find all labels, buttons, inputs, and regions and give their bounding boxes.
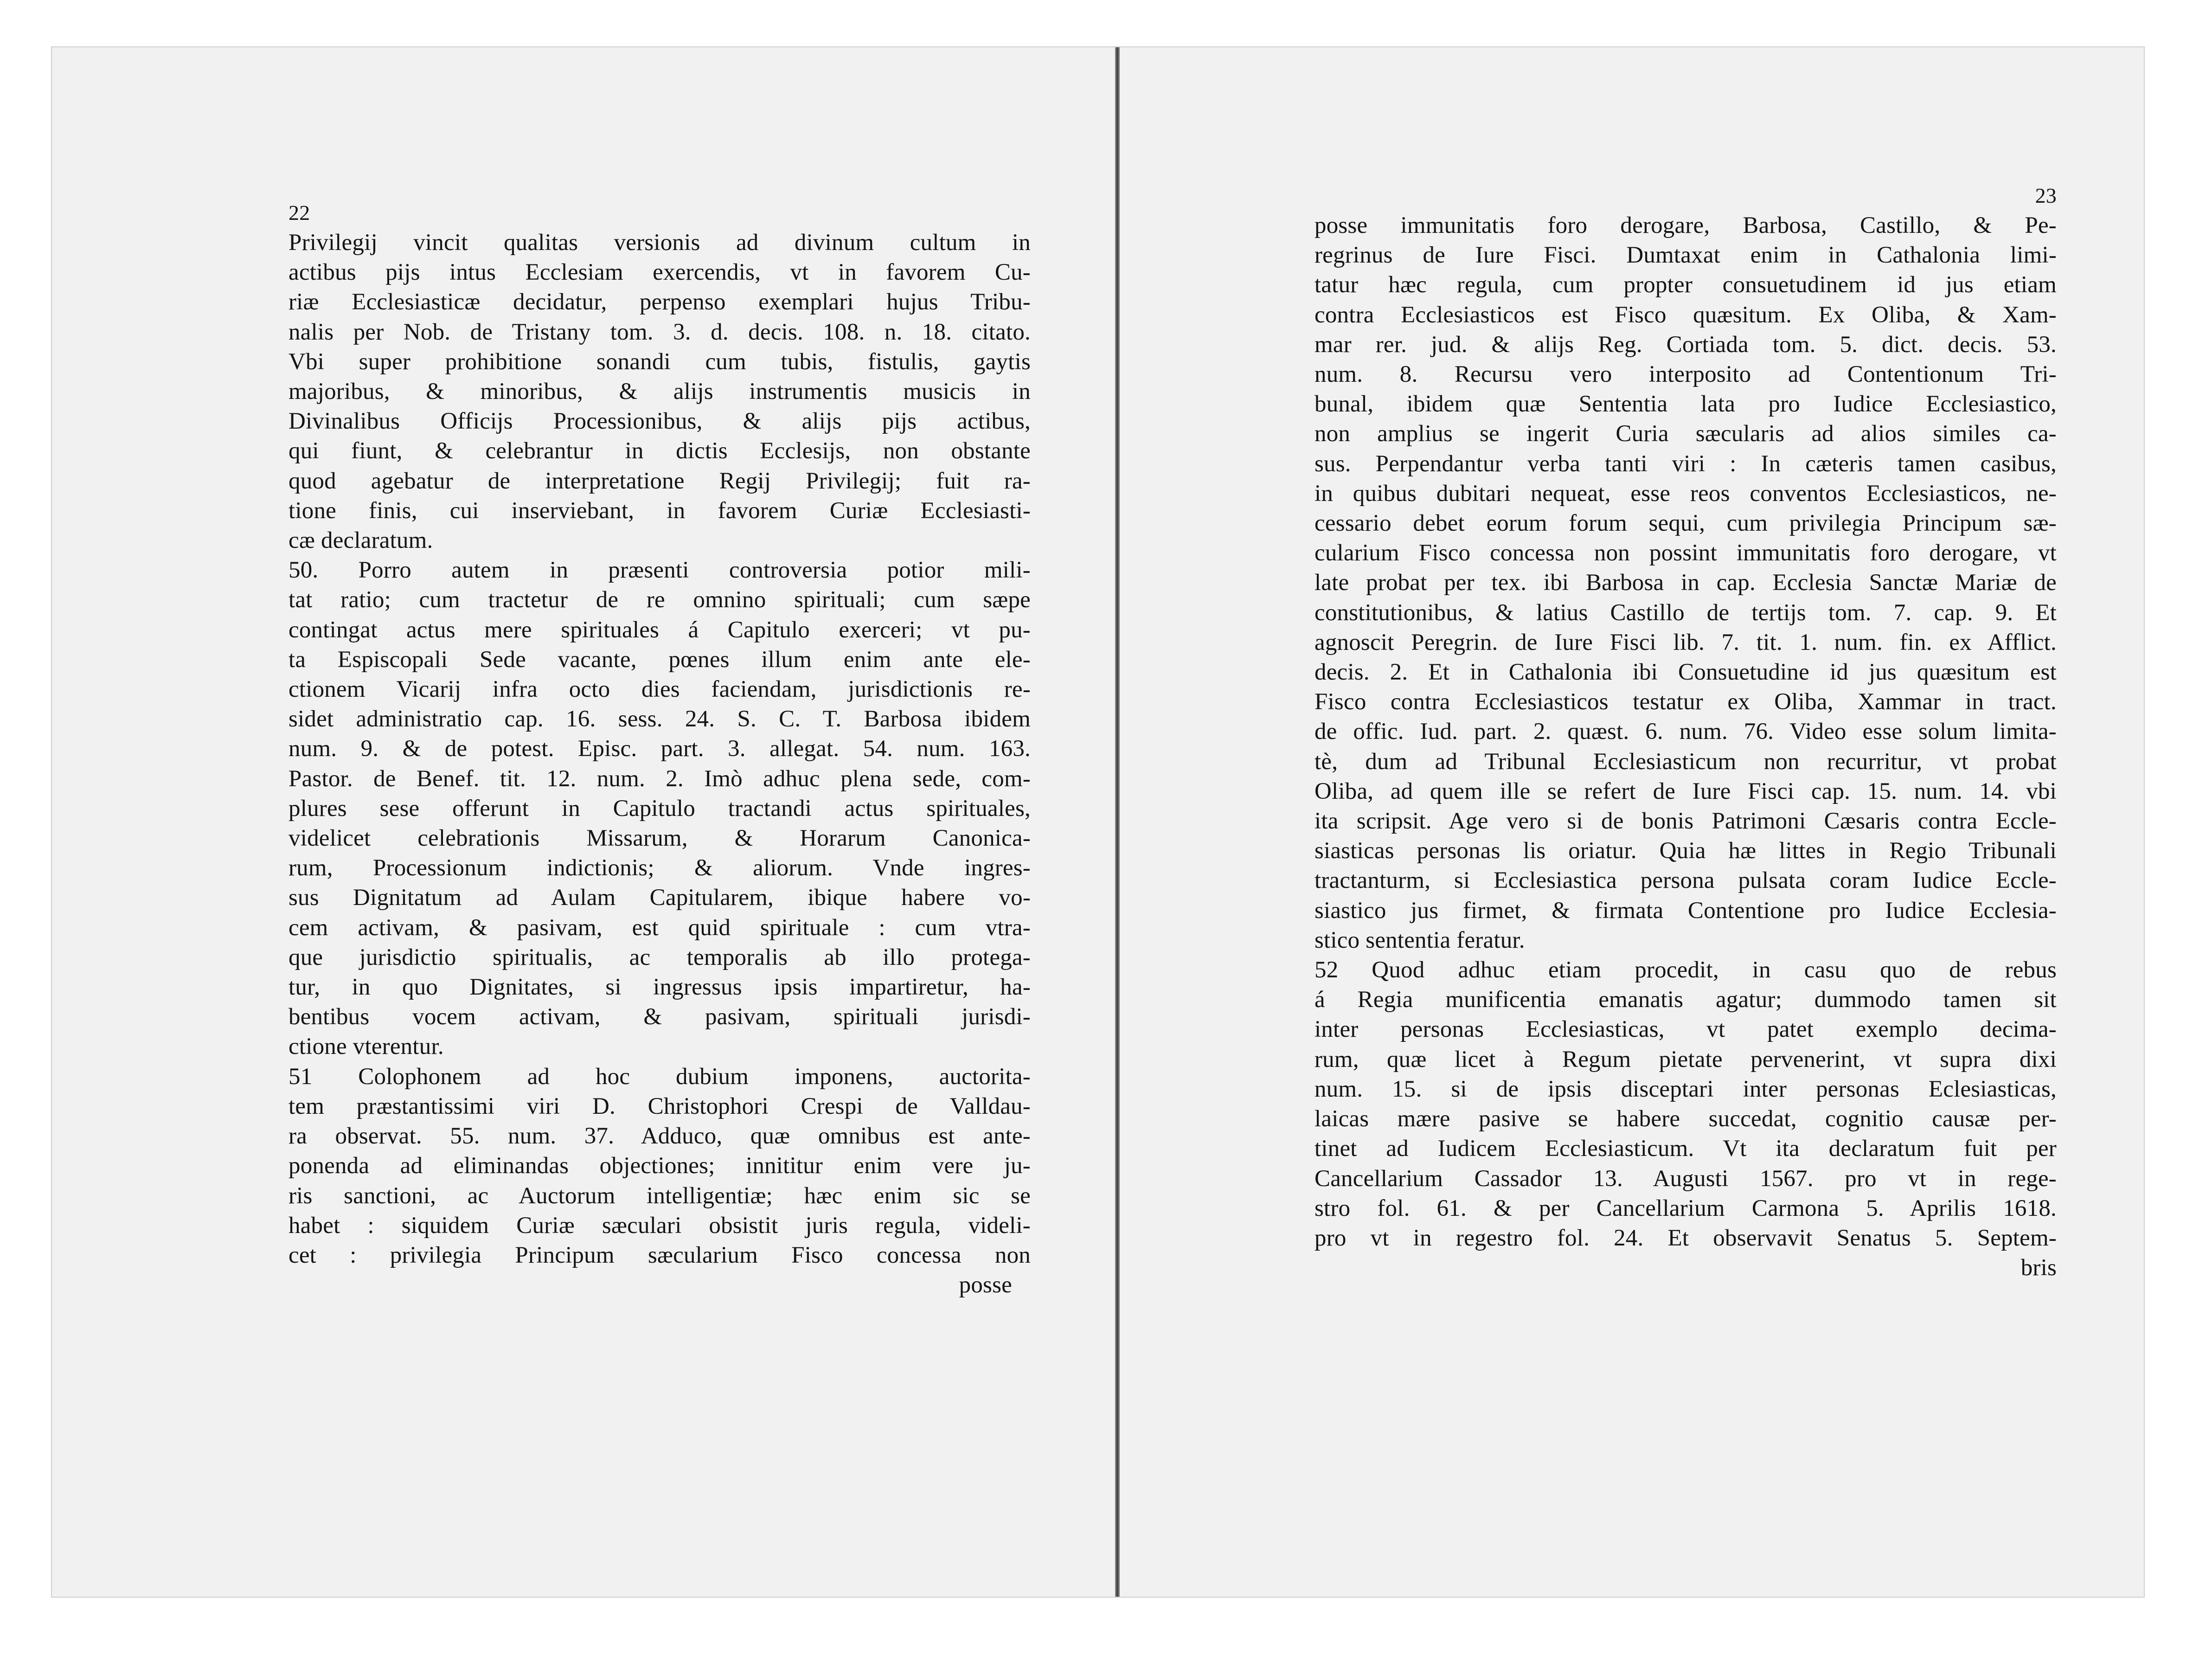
text-line: laicas mære pasive se habere succedat, cognitio causæ per- <box>1314 1106 2057 1132</box>
text-line: bentibus vocem activam, & pasivam, spirituali jurisdi- <box>289 1004 1031 1030</box>
text-line: posse immunitatis foro derogare, Barbosa, Castillo, & Pe- <box>1314 212 2057 238</box>
text-line: tè, dum ad Tribunal Ecclesiasticum non recurritur, vt probat <box>1314 748 2057 775</box>
text-line: Pastor. de Benef. tit. 12. num. 2. Imò adhuc plena sede, com- <box>289 765 1031 792</box>
text-line: Oliba, ad quem ille se refert de Iure Fisci cap. 15. num. 14. vbi <box>1314 778 2057 804</box>
text-line: Privilegij vincit qualitas versionis ad divinum cultum in <box>289 230 1031 256</box>
text-line: cessario debet eorum forum sequi, cum privilegia Principum sæ- <box>1314 510 2057 537</box>
text-line: quod agebatur de interpretatione Regij Privilegij; fuit ra- <box>289 468 1031 494</box>
right-page-text <box>1314 181 2057 1283</box>
text-line: inter personas Ecclesiasticas, vt patet exemplo decima- <box>1314 1016 2057 1043</box>
text-line: ra observat. 55. num. 37. Adduco, quæ omnibus est ante- <box>289 1123 1031 1149</box>
text-line: num. 8. Recursu vero interposito ad Contentionum Tri- <box>1314 361 2057 388</box>
text-line: videlicet celebrationis Missarum, & Horarum Canonica- <box>289 825 1031 852</box>
text-line: rum, Processionum indictionis; & aliorum. Vnde ingres- <box>289 855 1031 881</box>
left-page-number: 22 <box>289 201 310 225</box>
text-line: 50. Porro autem in præsenti controversia potior mili- <box>289 557 1031 584</box>
right-page <box>1120 47 2144 1597</box>
text-line: tione finis, cui inserviebant, in favorem Curiæ Ecclesiasti- <box>289 497 1031 524</box>
text-line: cet : privilegia Principum sæcularium Fisco concessa non <box>289 1242 1031 1268</box>
text-line: 52 Quod adhuc etiam procedit, in casu quo de rebus <box>1314 957 2057 983</box>
text-line: regrinus de Iure Fisci. Dumtaxat enim in Cathalonia limi- <box>1314 242 2057 269</box>
text-line: plures sese offerunt in Capitulo tractandi actus spirituales, <box>289 795 1031 822</box>
text-line: tur, in quo Dignitates, si ingressus ipsis impartiretur, ha- <box>289 974 1031 1001</box>
text-line: de offic. Iud. part. 2. quæst. 6. num. 76. Video esse solum limita- <box>1314 719 2057 745</box>
left-page-text <box>289 198 1031 1300</box>
text-line: actibus pijs intus Ecclesiam exercendis, vt in favorem Cu- <box>289 259 1031 286</box>
text-line: constitutionibus, & latius Castillo de tertijs tom. 7. cap. 9. Et <box>1314 599 2057 626</box>
text-line: Divinalibus Officijs Processionibus, & alijs pijs actibus, <box>289 408 1031 435</box>
text-line: non amplius se ingerit Curia sæcularis ad alios similes ca- <box>1314 421 2057 447</box>
text-line: habet : siquidem Curiæ sæculari obsistit juris regula, videli- <box>289 1212 1031 1239</box>
text-line: agnoscit Peregrin. de Iure Fisci lib. 7. tit. 1. num. fin. ex Afflict. <box>1314 629 2057 655</box>
text-line: ris sanctioni, ac Auctorum intelligentiæ; hæc enim sic se <box>289 1182 1031 1209</box>
text-line: num. 15. si de ipsis disceptari inter personas Eclesiasticas, <box>1314 1076 2057 1102</box>
right-page-number: 23 <box>2035 184 2057 207</box>
text-line: majoribus, & minoribus, & alijs instrumentis musicis in <box>289 379 1031 405</box>
right-page-lines <box>1314 211 2057 1253</box>
text-line: riæ Ecclesiasticæ decidatur, perpenso exemplari hujus Tribu- <box>289 289 1031 315</box>
text-line: ctionem Vicarij infra octo dies faciendam, jurisdictionis re- <box>289 676 1031 703</box>
text-line: mar rer. jud. & alijs Reg. Cortiada tom. 5. dict. decis. 53. <box>1314 331 2057 358</box>
book-gutter <box>1115 47 1120 1597</box>
text-line: siasticas personas lis oriatur. Quia hæ littes in Regio Tribunali <box>1314 838 2057 864</box>
text-line: á Regia munificentia emanatis agatur; dummodo tamen sit <box>1314 987 2057 1013</box>
text-line: tat ratio; cum tractetur de re omnino spirituali; cum sæpe <box>289 587 1031 613</box>
text-line: sus Dignitatum ad Aulam Capitularem, ibique habere vo- <box>289 885 1031 911</box>
scanned-book-spread <box>51 46 2145 1598</box>
text-line: ita scripsit. Age vero si de bonis Patrimoni Cæsaris contra Eccle- <box>1314 808 2057 835</box>
text-line: Fisco contra Ecclesiasticos testatur ex Oliba, Xammar in tract. <box>1314 689 2057 715</box>
text-line: cæ declaratum. <box>289 527 433 554</box>
text-line: cularium Fisco concessa non possint immunitatis foro derogare, vt <box>1314 540 2057 566</box>
text-line: cem activam, & pasivam, est quid spirituale : cum vtra- <box>289 914 1031 941</box>
text-line: in quibus dubitari nequeat, esse reos conventos Ecclesiasticos, ne- <box>1314 480 2057 507</box>
left-page <box>52 47 1115 1597</box>
text-line: tem præstantissimi viri D. Christophori Crespi de Valldau- <box>289 1093 1031 1119</box>
text-line: contingat actus mere spirituales á Capitulo exerceri; vt pu- <box>289 616 1031 643</box>
text-line: decis. 2. Et in Cathalonia ibi Consuetudine id jus quæsitum est <box>1314 659 2057 686</box>
text-line: que jurisdictio spiritualis, ac temporalis ab illo protega- <box>289 944 1031 970</box>
text-line: rum, quæ licet à Regum pietate pervenerint, vt supra dixi <box>1314 1046 2057 1072</box>
text-line: tatur hæc regula, cum propter consuetudinem id jus etiam <box>1314 272 2057 298</box>
text-line: stro fol. 61. & per Cancellarium Carmona 5. Aprilis 1618. <box>1314 1195 2057 1221</box>
text-line: ctione vterentur. <box>289 1034 444 1060</box>
text-line: siastico jus firmet, & firmata Contentione pro Iudice Ecclesia- <box>1314 897 2057 924</box>
text-line: ponenda ad eliminandas objectiones; innititur enim vere ju- <box>289 1153 1031 1179</box>
text-line: 51 Colophonem ad hoc dubium imponens, auctorita- <box>289 1063 1031 1090</box>
text-line: sus. Perpendantur verba tanti viri : In cæteris tamen casibus, <box>1314 450 2057 477</box>
text-line: stico sententia feratur. <box>1314 927 1525 953</box>
text-line: bunal, ibidem quæ Sententia lata pro Iudice Ecclesiastico, <box>1314 391 2057 417</box>
text-line: tinet ad Iudicem Ecclesiasticum. Vt ita declaratum fuit per <box>1314 1136 2057 1162</box>
text-line: tractanturm, si Ecclesiastica persona pulsata coram Iudice Eccle- <box>1314 867 2057 894</box>
text-line: sidet administratio cap. 16. sess. 24. S. C. T. Barbosa ibidem <box>289 706 1031 732</box>
text-line: contra Ecclesiasticos est Fisco quæsitum. Ex Oliba, & Xam- <box>1314 302 2057 328</box>
text-line: nalis per Nob. de Tristany tom. 3. d. decis. 108. n. 18. citato. <box>289 319 1031 345</box>
text-line: late probat per tex. ibi Barbosa in cap. Ecclesia Sanctæ Mariæ de <box>1314 570 2057 596</box>
text-line: Cancellarium Cassador 13. Augusti 1567. pro vt in rege- <box>1314 1165 2057 1192</box>
text-line: Vbi super prohibitione sonandi cum tubis, fistulis, gaytis <box>289 348 1031 375</box>
right-page-catchword: bris <box>2020 1255 2057 1281</box>
text-line: num. 9. & de potest. Episc. part. 3. allegat. 54. num. 163. <box>289 736 1031 762</box>
text-line: qui fiunt, & celebrantur in dictis Ecclesijs, non obstante <box>289 438 1031 464</box>
left-page-lines <box>289 228 1031 1270</box>
text-line: ta Espiscopali Sede vacante, pœnes illum enim ante ele- <box>289 646 1031 673</box>
text-line: pro vt in regestro fol. 24. Et observavit Senatus 5. Septem- <box>1314 1225 2057 1251</box>
left-page-catchword: posse <box>959 1272 1012 1298</box>
